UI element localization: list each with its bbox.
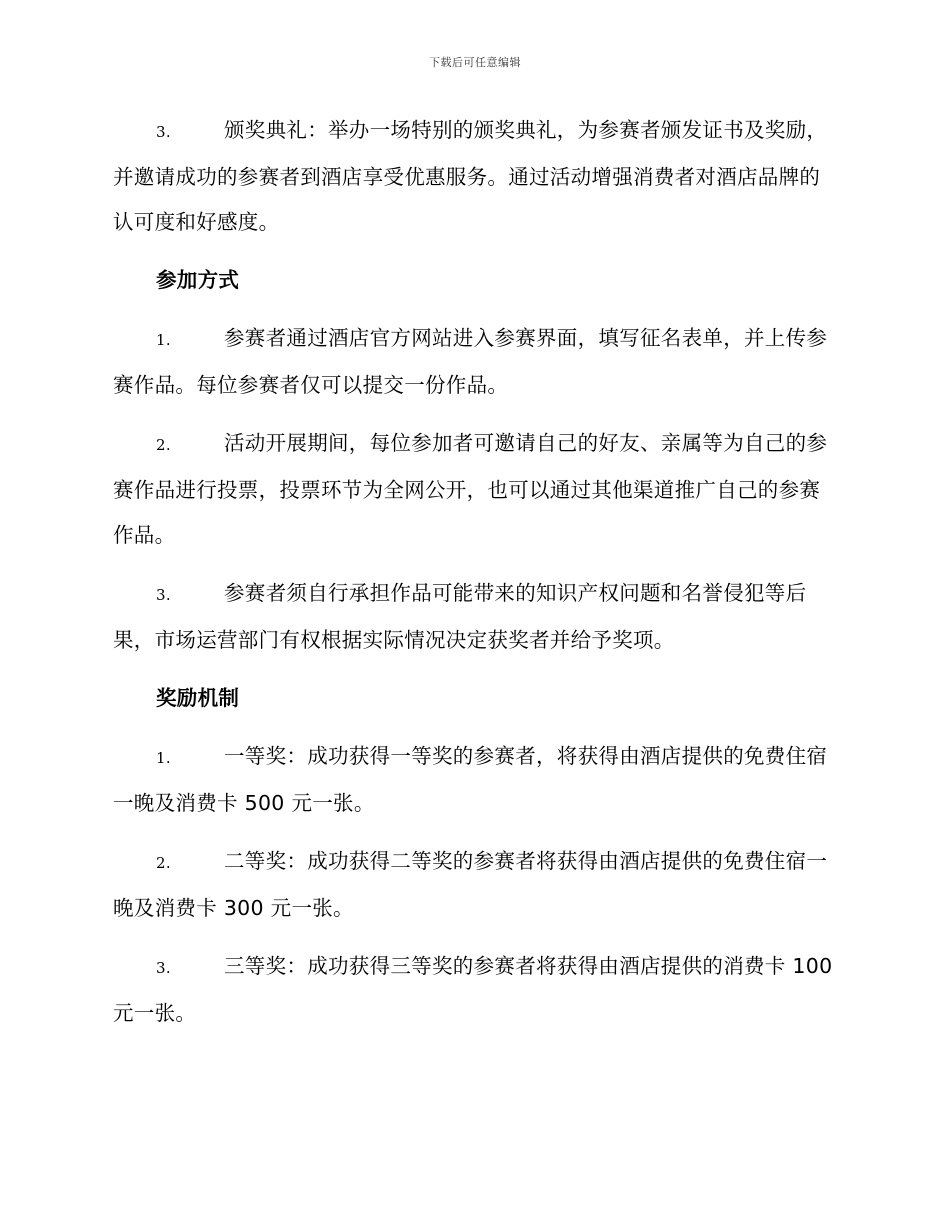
item-number: 2. xyxy=(156,436,171,454)
paragraph-text: 参赛者通过酒店官方网站进入参赛界面，填写征名表单，并上传参赛作品。每位参赛者仅可以提交一份作品。 xyxy=(113,326,828,397)
paragraph-text: 颁奖典礼：举办一场特别的颁奖典礼，为参赛者颁发证书及奖励，并邀请成功的参赛者到酒店享受优惠服务。通过活动增强消费者对酒店品牌的认可度和好感度。 xyxy=(113,118,828,234)
participation-item-2 xyxy=(113,421,838,558)
item-number: 1. xyxy=(156,331,171,349)
participation-item-1 xyxy=(113,316,838,408)
item-number: 1. xyxy=(156,749,171,767)
paragraph-text: 一等奖：成功获得一等奖的参赛者，将获得由酒店提供的免费住宿一晚及消费卡 500 元一张。 xyxy=(113,744,828,815)
section-heading-rewards: 奖励机制 xyxy=(156,686,240,710)
reward-item-3 xyxy=(113,944,838,1036)
page-header-note: 下载后可任意编辑 xyxy=(429,56,521,69)
paragraph-text: 参赛者须自行承担作品可能带来的知识产权问题和名誉侵犯等后果，市场运营部门有权根据实际情况决定获奖者并给予奖项。 xyxy=(113,581,807,652)
reward-item-1 xyxy=(113,734,838,826)
item-number: 3. xyxy=(156,959,171,977)
paragraph-text: 三等奖：成功获得三等奖的参赛者将获得由酒店提供的消费卡 100 元一张。 xyxy=(113,954,833,1025)
paragraph-text: 二等奖：成功获得二等奖的参赛者将获得由酒店提供的免费住宿一晚及消费卡 300 元一张。 xyxy=(113,849,828,920)
item-number: 3. xyxy=(156,586,171,604)
item-number: 2. xyxy=(156,854,171,872)
section-heading-participation: 参加方式 xyxy=(156,268,240,292)
participation-item-3 xyxy=(113,571,838,663)
paragraph-text: 活动开展期间，每位参加者可邀请自己的好友、亲属等为自己的参赛作品进行投票，投票环节为全网公开，也可以通过其他渠道推广自己的参赛作品。 xyxy=(113,431,828,547)
item-number: 3. xyxy=(156,123,171,141)
paragraph-ceremony xyxy=(113,108,838,245)
reward-item-2 xyxy=(113,839,838,931)
document-body xyxy=(113,108,838,1049)
